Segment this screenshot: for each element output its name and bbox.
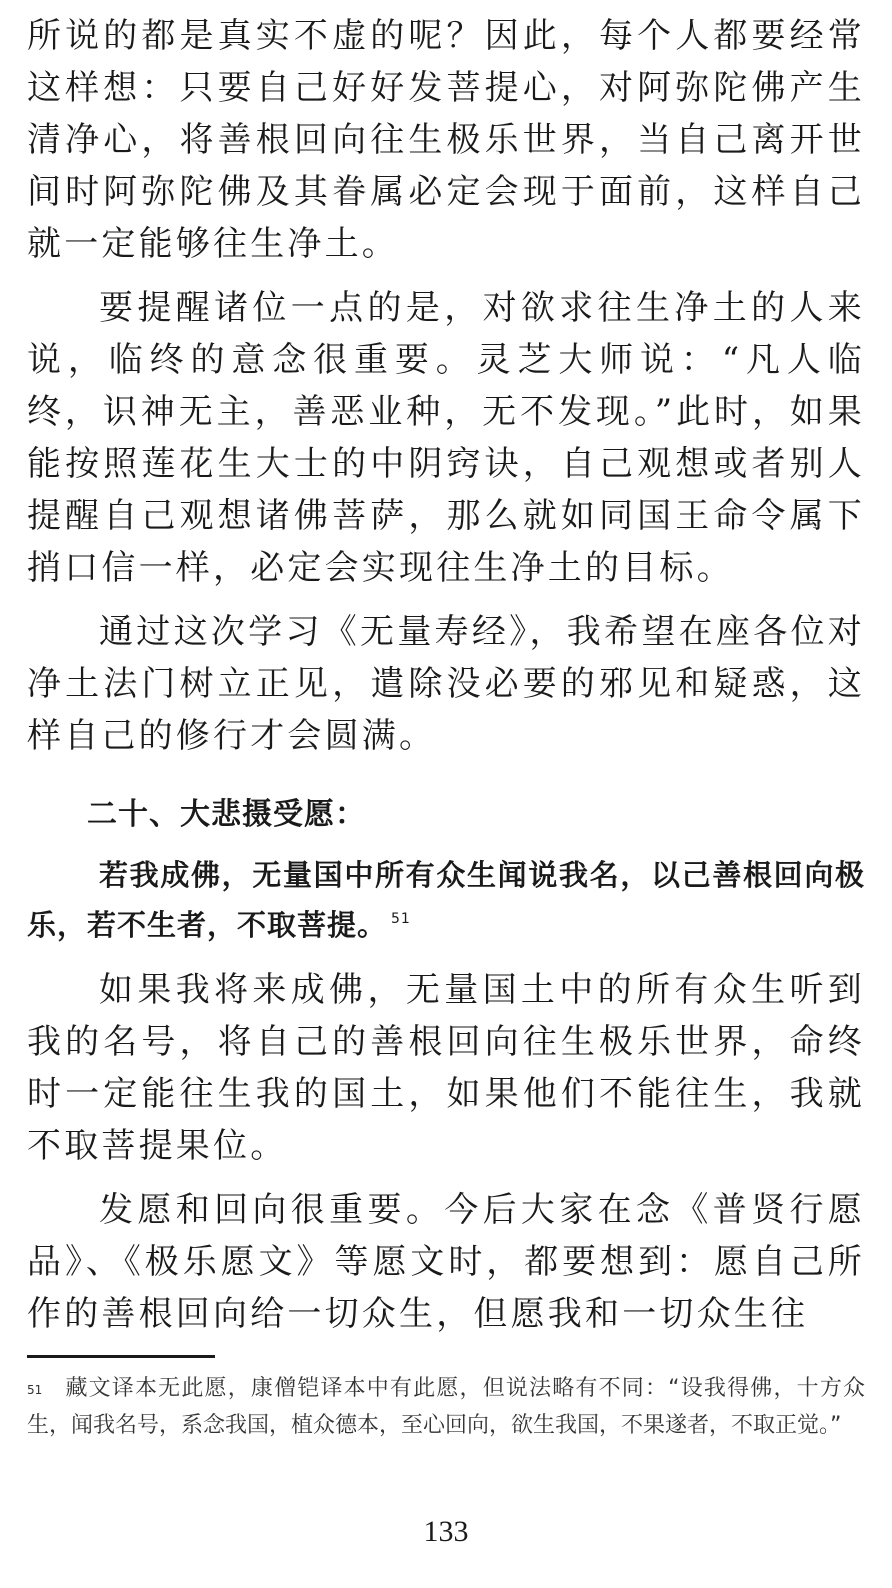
footnote-number: 51 (27, 1383, 43, 1397)
paragraph-3: 通过这次学习《无量寿经》，我希望在座各位对净土法门树立正见，遣除没必要的邪见和疑惑，这样自己的修行才会圆满。 (27, 612, 865, 756)
paragraph-2: 要提醒诸位一点的是，对欲求往生净土的人来说，临终的意念很重要。灵芝大师说：“凡人临终，识神无主，善恶业种，无不发现。”此时，如果能按照莲花生大士的中阴窍诀，自己观想或者别人提醒自己观想诸佛菩萨，那么就如同国王命令属下捎口信一样，必定会实现往生净土的目标。 (27, 288, 865, 588)
paragraph-5: 发愿和回向很重要。今后大家在念《普贤行愿品》、《极乐愿文》等愿文时，都要想到：愿自己所作的善根回向给一切众生，但愿我和一切众生往 (27, 1190, 865, 1334)
section-heading: 二十、大悲摄受愿： (87, 797, 366, 832)
footnote-text: 藏文译本无此愿，康僧铠译本中有此愿，但说法略有不同：“设我得佛，十方众生，闻我名号，系念我国，植众德本，至心回向，欲生我国，不果遂者，不取正觉。” (27, 1376, 865, 1438)
page-body (27, 10, 865, 1340)
paragraph-1: 所说的都是真实不虚的呢？因此，每个人都要经常这样想：只要自己好好发菩提心，对阿弥陀佛产生清净心，将善根回向往生极乐世界，当自己离开世间时阿弥陀佛及其眷属必定会现于面前，这样自己就一定能够往生净土。 (27, 16, 865, 264)
page-number: 133 (423, 1515, 469, 1548)
footnote (27, 1370, 865, 1444)
vow-body: 若我成佛，无量国中所有众生闻说我名，以己善根回向极乐，若不生者，不取菩提。 (27, 858, 865, 942)
vow-text (27, 850, 865, 950)
paragraph-4: 如果我将来成佛，无量国土中的所有众生听到我的名号，将自己的善根回向往生极乐世界，命终时一定能往生我的国土，如果他们不能往生，我就不取菩提果位。 (27, 970, 865, 1166)
footnote-reference[interactable]: 51 (391, 911, 411, 927)
footnote-divider (27, 1355, 215, 1358)
